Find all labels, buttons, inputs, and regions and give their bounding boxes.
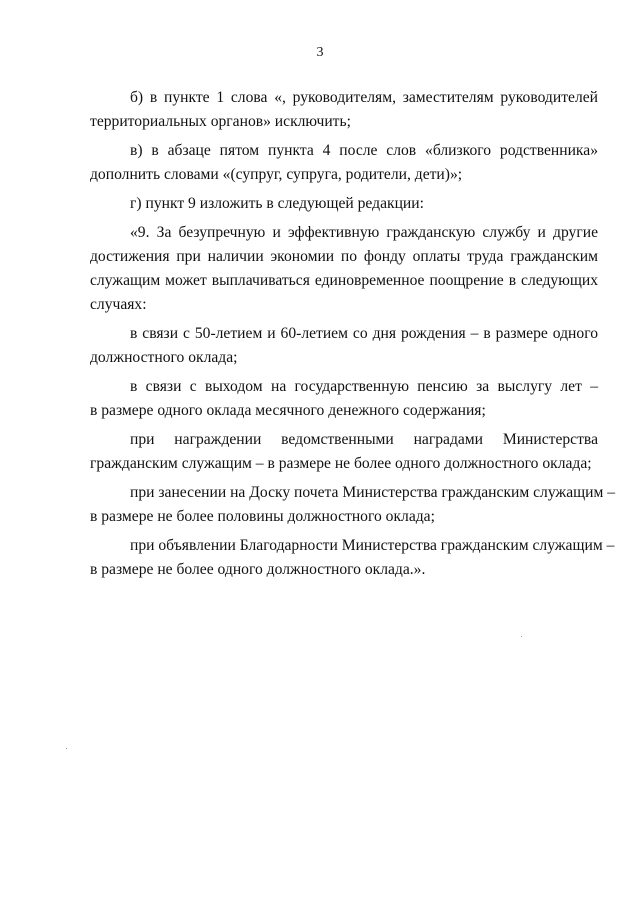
paragraph <box>90 428 598 476</box>
text-line: территориальных органов» исключить; <box>90 113 351 130</box>
text-line: при занесении на Доску почета Министерства гражданским служащим – <box>130 484 616 501</box>
text-line: дополнить словами «(супруг, супруга, родители, дети)»; <box>90 166 463 183</box>
text-line: в размере не более одного должностного оклада.». <box>90 561 426 578</box>
text-line: в размере одного оклада месячного денежного содержания; <box>90 402 486 419</box>
text-line: г) пункт 9 изложить в следующей редакции: <box>130 195 424 212</box>
scan-speck <box>521 636 522 637</box>
scan-speck <box>66 748 67 749</box>
paragraph <box>90 481 616 529</box>
text-line: служащим может выплачиваться единовременное поощрение в следующих <box>90 272 598 289</box>
text-line: в) в абзаце пятом пункта 4 после слов «близкого родственника» <box>130 142 598 159</box>
page-number: 3 <box>316 45 324 60</box>
text-line: при объявлении Благодарности Министерства гражданским служащим – <box>130 537 615 554</box>
paragraph <box>90 221 598 317</box>
document-body <box>90 86 616 587</box>
text-line: при награждении ведомственными наградами Министерства <box>130 431 598 448</box>
text-line: должностного оклада; <box>90 349 238 366</box>
paragraph <box>90 534 615 582</box>
text-line: в размере не более половины должностного оклада; <box>90 508 435 525</box>
text-line: «9. За безупречную и эффективную гражданскую службу и другие <box>130 224 598 241</box>
paragraph <box>90 322 598 370</box>
paragraph <box>90 375 598 423</box>
text-line: достижения при наличии экономии по фонду оплаты труда гражданским <box>90 248 598 265</box>
paragraph <box>90 86 598 134</box>
text-line: случаях: <box>90 296 147 313</box>
paragraph <box>90 192 598 216</box>
text-line: б) в пункте 1 слова «, руководителям, заместителям руководителей <box>130 89 598 106</box>
text-line: в связи с выходом на государственную пенсию за выслугу лет – <box>130 378 598 395</box>
text-line: гражданским служащим – в размере не более одного должностного оклада; <box>90 455 592 472</box>
text-line: в связи с 50-летием и 60-летием со дня рождения – в размере одного <box>130 325 598 342</box>
paragraph <box>90 139 598 187</box>
